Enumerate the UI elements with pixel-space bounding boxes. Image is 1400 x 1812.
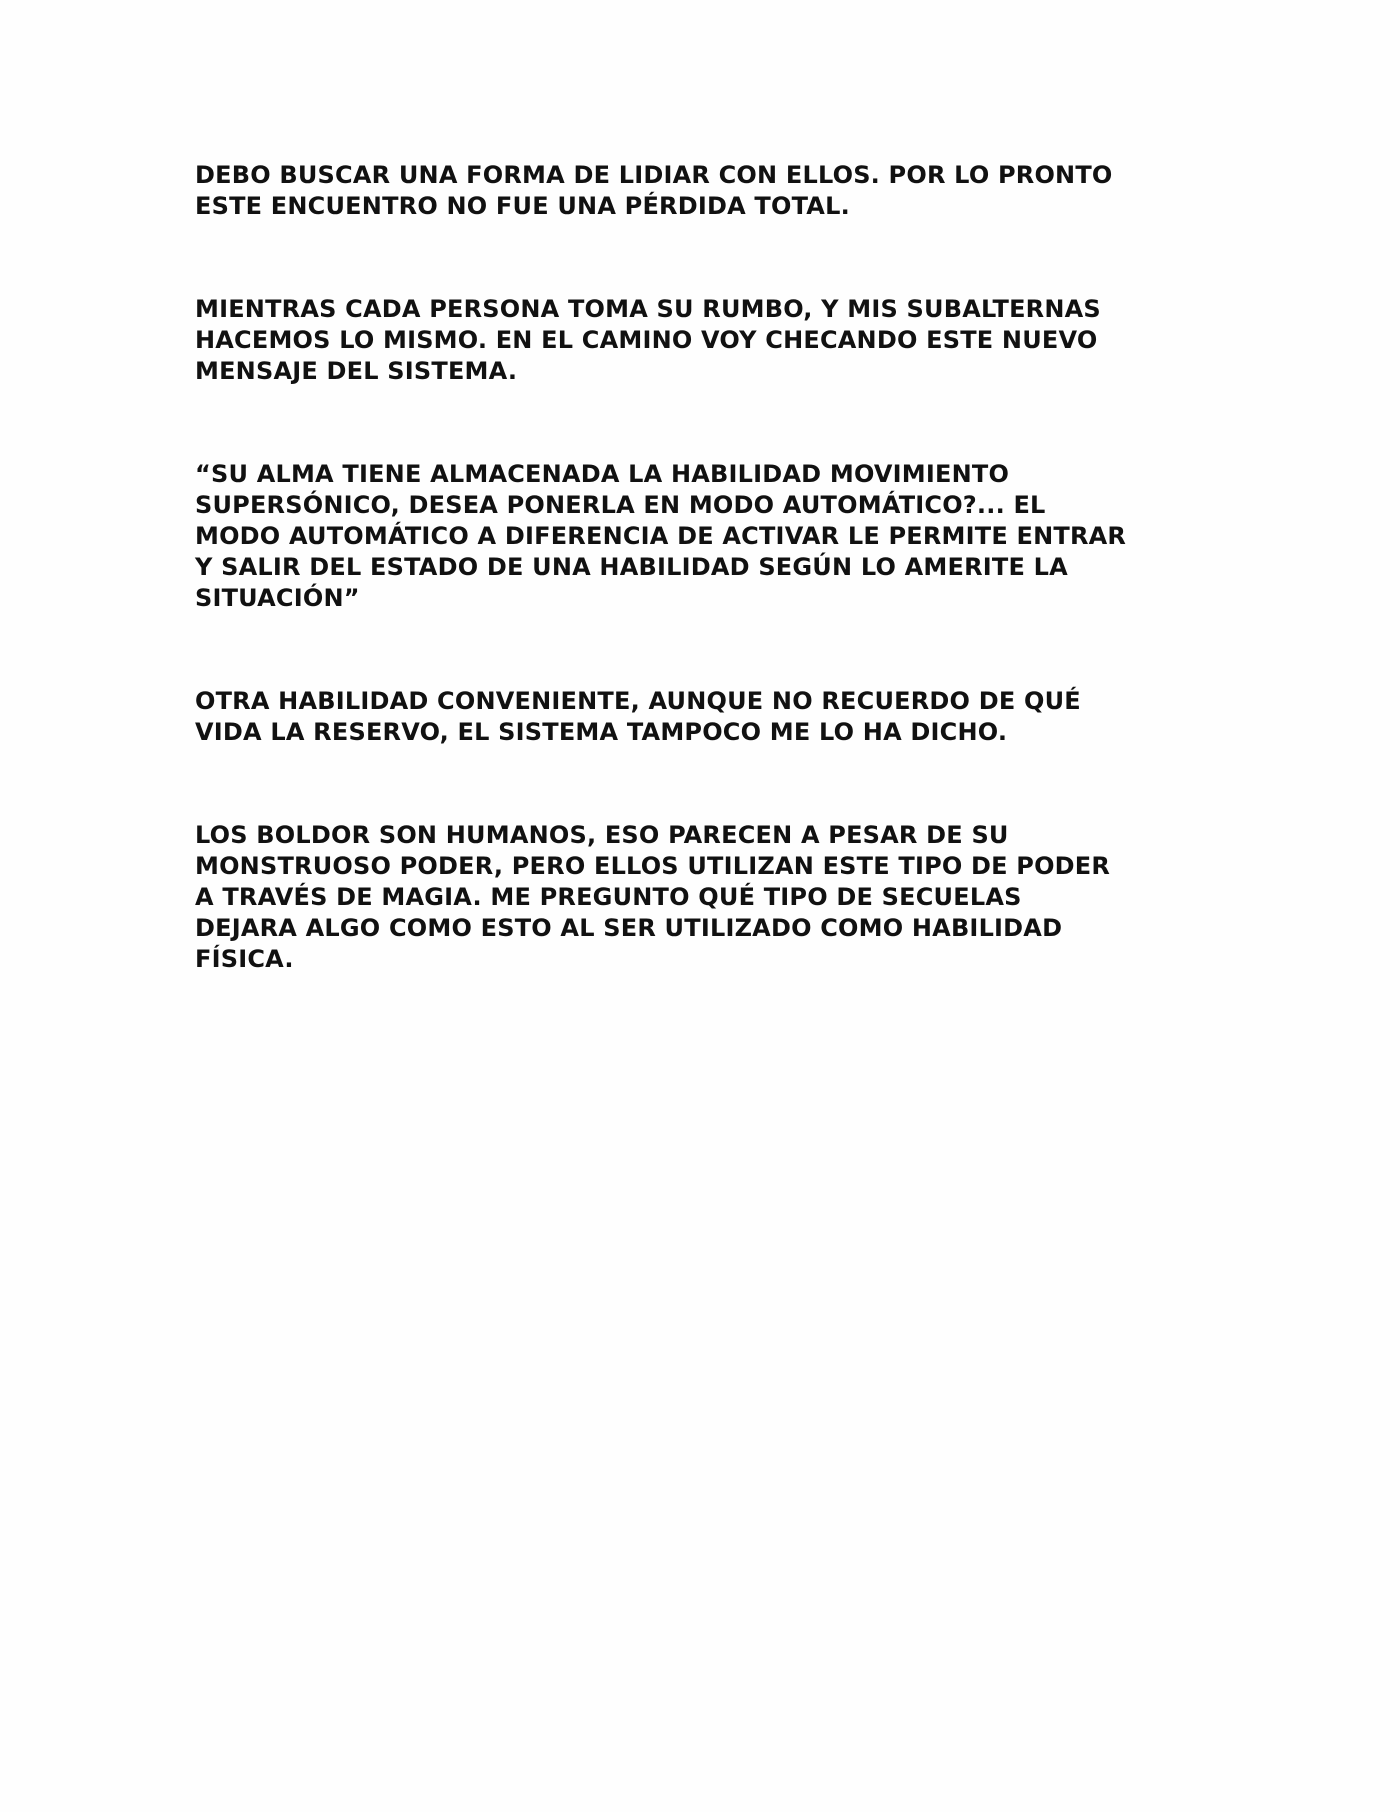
- paragraph-3: “SU ALMA TIENE ALMACENADA LA HABILIDAD MOVIMIENTO SUPERSÓNICO, DESEA PONERLA EN MODO AUTOMÁTICO?... EL MODO AUTOMÁTICO A DIFERENCIA DE ACTIVAR LE PERMITE ENTRAR Y SALIR DEL ESTADO DE UNA HABILIDAD SEGÚN LO AMERITE LA SITUACIÓN”: [195, 460, 1127, 612]
- paragraph-1: DEBO BUSCAR UNA FORMA DE LIDIAR CON ELLOS. POR LO PRONTO ESTE ENCUENTRO NO FUE UNA PÉRDIDA TOTAL.: [195, 161, 1113, 220]
- paragraph-5: LOS BOLDOR SON HUMANOS, ESO PARECEN A PESAR DE SU MONSTRUOSO PODER, PERO ELLOS UTILIZAN ESTE TIPO DE PODER A TRAVÉS DE MAGIA. ME PREGUNTO QUÉ TIPO DE SECUELAS DEJARA ALGO COMO ESTO AL SER UTILIZADO COMO HABILIDAD FÍSICA.: [195, 821, 1111, 973]
- text-body: [195, 160, 1215, 1047]
- paragraph-4: OTRA HABILIDAD CONVENIENTE, AUNQUE NO RECUERDO DE QUÉ VIDA LA RESERVO, EL SISTEMA TAMPOCO ME LO HA DICHO.: [195, 687, 1081, 746]
- paragraph-2: MIENTRAS CADA PERSONA TOMA SU RUMBO, Y MIS SUBALTERNAS HACEMOS LO MISMO. EN EL CAMINO VOY CHECANDO ESTE NUEVO MENSAJE DEL SISTEMA.: [195, 295, 1101, 385]
